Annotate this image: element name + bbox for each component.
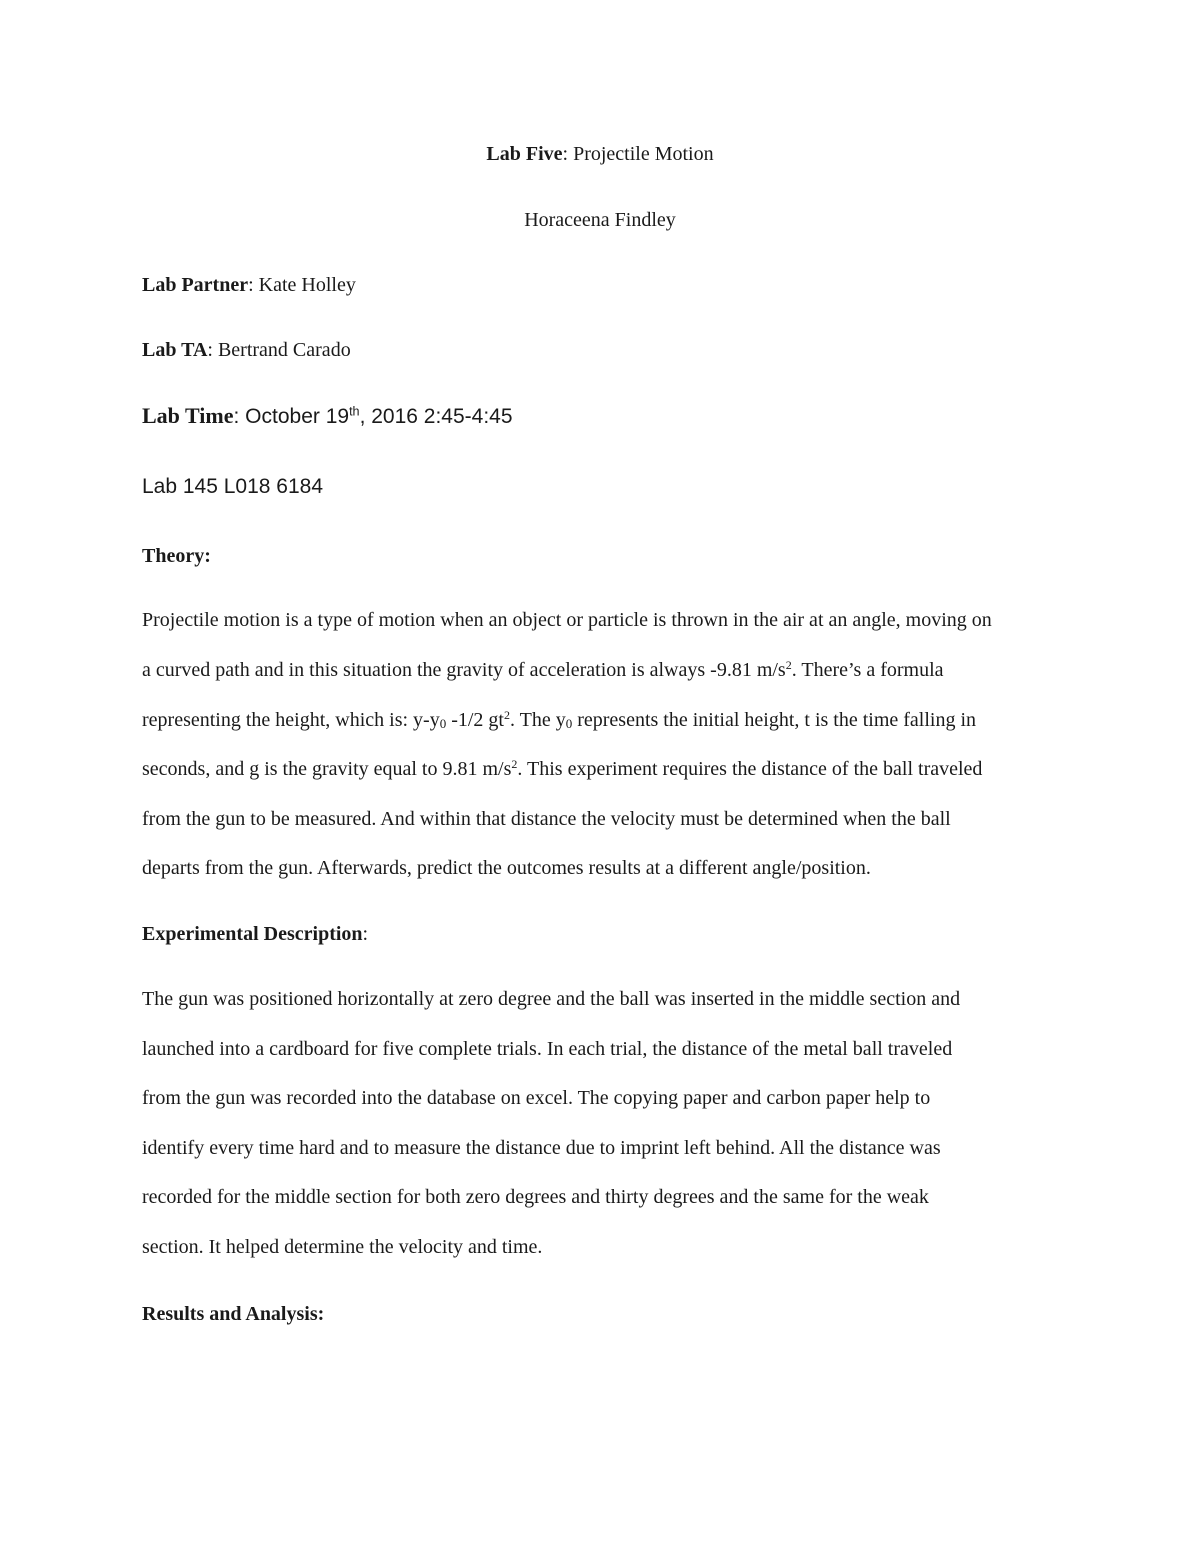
lab-time-hours: , 2016 2:45-4:45	[359, 405, 513, 428]
experimental-line-2: launched into a cardboard for five complete trials. In each trial, the distance of the metal ball traveled	[142, 1038, 953, 1060]
lab-ta-value: : Bertrand Carado	[207, 339, 351, 361]
lab-section: Lab 145 L018 6184	[142, 475, 324, 498]
theory-line-3-c: . The y	[510, 709, 566, 731]
lab-partner-value: : Kate Holley	[248, 274, 356, 296]
lab-ta-line	[142, 338, 351, 362]
theory-heading: Theory:	[142, 545, 211, 567]
theory-line-2-a: a curved path and in this situation the gravity of acceleration is always -9.81 m/s	[142, 659, 786, 681]
lab-time-line	[142, 404, 513, 429]
lab-partner-line	[142, 273, 356, 297]
theory-line-3-sub1: 0	[439, 715, 447, 731]
theory-line-3-d: represents the initial height, t is the time falling in	[572, 709, 977, 731]
experimental-heading-rest: :	[362, 923, 369, 945]
experimental-line-1: The gun was positioned horizontally at zero degree and the ball was inserted in the middle section and	[142, 988, 961, 1010]
lab-time-ordinal: th	[349, 404, 360, 419]
experimental-line-3: from the gun was recorded into the database on excel. The copying paper and carbon paper help to	[142, 1087, 931, 1109]
title-rest: : Projectile Motion	[562, 143, 714, 165]
experimental-line-6: section. It helped determine the velocity and time.	[142, 1236, 543, 1258]
experimental-heading-bold: Experimental Description	[142, 923, 363, 945]
theory-line-2-b: . There’s a formula	[791, 659, 944, 681]
theory-line-1: Projectile motion is a type of motion when an object or particle is thrown in the air at an angle, moving on	[142, 609, 992, 631]
theory-line-3-a: representing the height, which is: y-y	[142, 709, 440, 731]
lab-time-value	[234, 405, 513, 428]
lab-partner-label: Lab Partner	[142, 274, 249, 296]
experimental-line-4: identify every time hard and to measure the distance due to imprint left behind. All the distance was	[142, 1137, 941, 1159]
theory-line-4	[142, 757, 982, 781]
theory-line-3-sub2: 0	[565, 715, 573, 731]
lab-time-date: : October 19	[233, 405, 350, 428]
experimental-line-5: recorded for the middle section for both zero degrees and thirty degrees and the same for the weak	[142, 1186, 929, 1208]
theory-line-4-a: seconds, and g is the gravity equal to 9.81 m/s	[142, 758, 512, 780]
theory-line-6: departs from the gun. Afterwards, predict the outcomes results at a different angle/position.	[142, 857, 871, 879]
theory-line-3-sup: 2	[504, 707, 510, 722]
theory-line-5: from the gun to be measured. And within that distance the velocity must be determined when the ball	[142, 808, 951, 830]
theory-line-3-b: -1/2 gt	[446, 709, 504, 731]
theory-line-4-b: . This experiment requires the distance of the ball traveled	[517, 758, 983, 780]
title-bold: Lab Five	[486, 143, 563, 165]
author-name: Horaceena Findley	[524, 209, 676, 231]
theory-line-2	[142, 658, 944, 682]
document-title	[0, 142, 1200, 166]
theory-line-4-sup: 2	[511, 756, 518, 771]
results-heading: Results and Analysis:	[142, 1303, 325, 1325]
experimental-heading	[142, 922, 368, 946]
lab-ta-label: Lab TA	[142, 339, 208, 361]
lab-time-label: Lab Time	[142, 403, 234, 428]
theory-line-2-sup: 2	[785, 657, 792, 672]
theory-line-3	[142, 708, 976, 732]
